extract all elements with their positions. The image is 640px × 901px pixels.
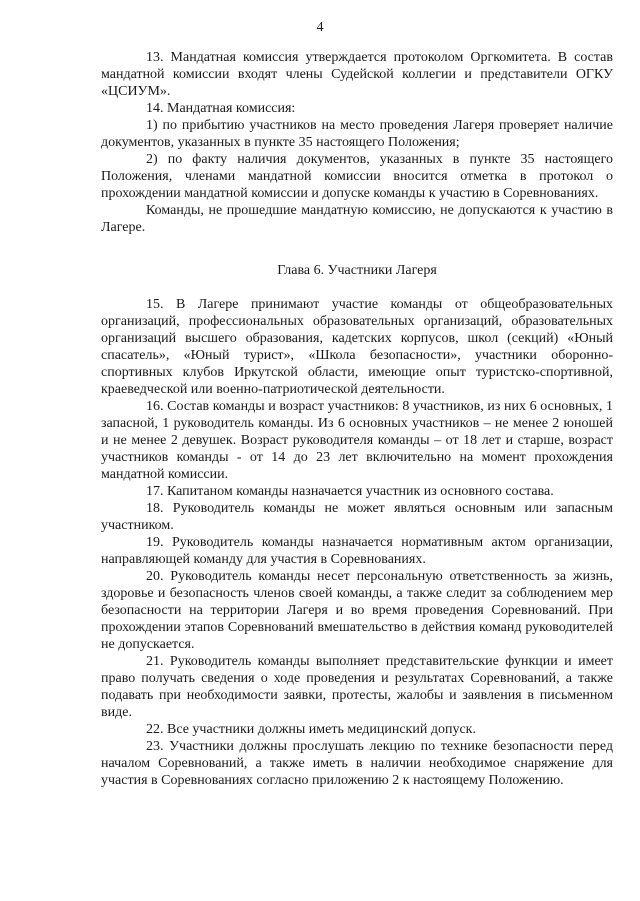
clause-14-item-1: 1) по прибытию участников на место проведения Лагеря проверяет наличие документов, указанных в пункте 35 настоящего Положения; bbox=[101, 118, 613, 150]
clause-16: 16. Состав команды и возраст участников: 8 участников, из них 6 основных, 1 запасной, 1 руководитель команды. Из 6 основных участников – не менее 2 юношей и не менее 2 девушек. Возраст руководителя команды – от 18 лет и старше, возраст участников команды - от 14 до 23 лет включительно на момент прохождения мандатной комиссии. bbox=[101, 399, 613, 482]
clause-17: 17. Капитаном команды назначается участник из основного состава. bbox=[146, 484, 554, 499]
clause-21: 21. Руководитель команды выполняет представительские функции и имеет право получать сведения о ходе проведения и результатах Соревнований, а также подавать при необходимости заявки, протесты, жалобы и заявления в письменном виде. bbox=[101, 654, 613, 720]
chapter-title: Глава 6. Участники Лагеря bbox=[277, 263, 437, 278]
document-body bbox=[101, 49, 613, 789]
clause-14: 14. Мандатная комиссия: bbox=[146, 101, 296, 116]
clause-15: 15. В Лагере принимают участие команды от общеобразовательных организаций, профессиональных образовательных организаций, образовательных организаций высшего образования, кадетских корпусов, школ (секций) «Юный спасатель», «Юный турист», «Школа безопасности», участники оборонно-спортивных клубов Иркутской области, имеющие опыт туристско-спортивной, краеведческой или военно-патриотической деятельности. bbox=[101, 297, 613, 397]
clause-20: 20. Руководитель команды несет персональную ответственность за жизнь, здоровье и безопасность членов своей команды, а также следит за соблюдением мер безопасности на территории Лагеря и во время проведения Соревнований. При прохождении этапов Соревнований вмешательство в действия команд руководителей не допускается. bbox=[101, 569, 613, 652]
clause-18: 18. Руководитель команды не может являться основным или запасным участником. bbox=[101, 501, 613, 533]
clause-14-item-2: 2) по факту наличия документов, указанных в пункте 35 настоящего Положения, членами мандатной комиссии вносится отметка в протокол о прохождении мандатной комиссии и допуске команды к участию в Соревнованиях. bbox=[101, 152, 613, 201]
clause-19: 19. Руководитель команды назначается нормативным актом организации, направляющей команду для участия в Соревнованиях. bbox=[101, 535, 613, 567]
clause-23: 23. Участники должны прослушать лекцию по технике безопасности перед началом Соревнований, а также иметь в наличии необходимое снаряжение для участия в Соревнованиях согласно приложению 2 к настоящему Положению. bbox=[101, 739, 613, 788]
page-number: 4 bbox=[316, 20, 324, 35]
clause-14-note: Команды, не прошедшие мандатную комиссию, не допускаются к участию в Лагере. bbox=[101, 203, 613, 235]
clause-22: 22. Все участники должны иметь медицинский допуск. bbox=[146, 722, 476, 737]
clause-13: 13. Мандатная комиссия утверждается протоколом Оргкомитета. В состав мандатной комиссии входят члены Судейской коллегии и представители ОГКУ «ЦСИУМ». bbox=[101, 50, 613, 99]
